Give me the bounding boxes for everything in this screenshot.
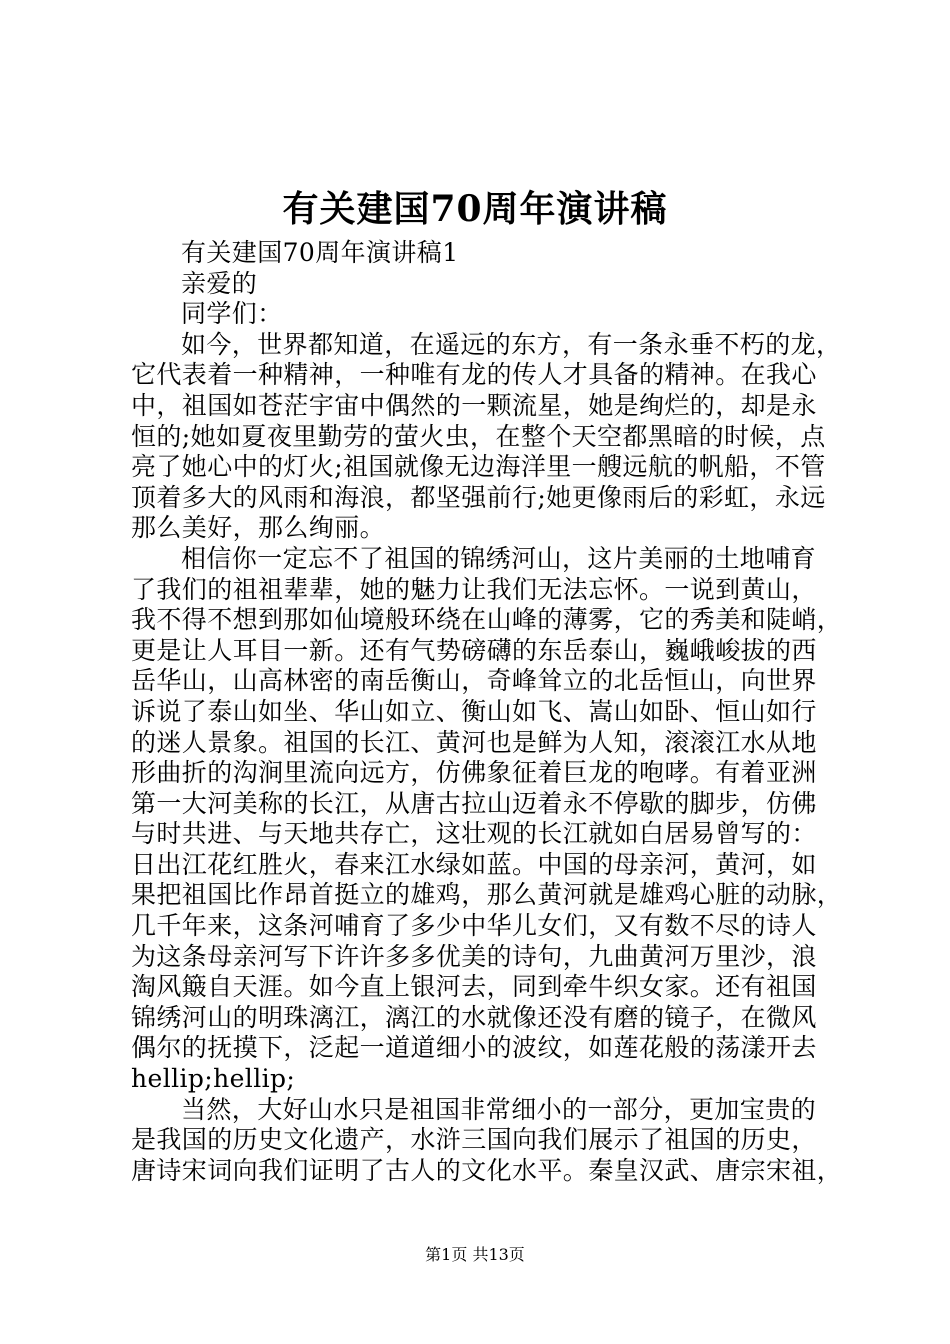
section-heading: 有关建国70周年演讲稿1 <box>181 238 459 267</box>
paragraph-line: 如今，世界都知道，在遥远的东方，有一条永垂不朽的龙， <box>181 329 842 359</box>
paragraph-line: 第一大河美称的长江，从唐古拉山迈着永不停歇的脚步，仿佛 <box>131 788 817 818</box>
paragraph-line: 岳华山，山高林密的南岳衡山，奇峰耸立的北岳恒山，向世界 <box>131 666 817 696</box>
paragraph-line: 亮了她心中的灯火;祖国就像无边海洋里一艘远航的帆船，不管 <box>131 452 826 482</box>
paragraph-line: 当然，大好山水只是祖国非常细小的一部分，更加宝贵的 <box>181 1094 817 1124</box>
paragraph-line: 的迷人景象。祖国的长江、黄河也是鲜为人知，滚滚江水从地 <box>131 727 817 757</box>
paragraph-line: 几千年来，这条河哺育了多少中华儿女们，又有数不尽的诗人 <box>131 911 817 941</box>
paragraph-line: 更是让人耳目一新。还有气势磅礴的东岳泰山，巍峨峻拔的西 <box>131 635 817 665</box>
paragraph-line: 锦绣河山的明珠漓江，漓江的水就像还没有磨的镜子，在微风 <box>131 1002 817 1032</box>
greeting-line-2: 同学们： <box>181 299 283 329</box>
paragraph <box>131 543 843 1095</box>
paragraph-line: 了我们的祖祖辈辈，她的魅力让我们无法忘怀。一说到黄山， <box>131 574 817 604</box>
paragraph-line: 日出江花红胜火，春来江水绿如蓝。中国的母亲河，黄河，如 <box>131 849 817 879</box>
paragraph-line: 淘风簸自天涯。如今直上银河去，同到牵牛织女家。还有祖国 <box>131 972 817 1002</box>
page-footer: 第1页 共13页 <box>425 1245 525 1264</box>
paragraph-line: hellip;hellip; <box>131 1064 296 1094</box>
paragraph-line: 中，祖国如苍茫宇宙中偶然的一颗流星，她是绚烂的，却是永 <box>131 390 817 420</box>
paragraph-line: 与时共进、与天地共存亡，这壮观的长江就如白居易曾写的： <box>131 819 817 849</box>
paragraph-line: 诉说了泰山如坐、华山如立、衡山如飞、嵩山如卧、恒山如行 <box>131 696 817 726</box>
document-body <box>131 238 843 1186</box>
paragraph <box>131 329 842 544</box>
paragraph-line: 我不得不想到那如仙境般环绕在山峰的薄雾，它的秀美和陡峭， <box>131 605 843 635</box>
paragraph-line: 是我国的历史文化遗产，水浒三国向我们展示了祖国的历史， <box>131 1125 817 1155</box>
paragraphs <box>131 329 843 1187</box>
paragraph-line: 形曲折的沟涧里流向远方，仿佛象征着巨龙的咆哮。有着亚洲 <box>131 758 817 788</box>
greeting-line-1: 亲爱的 <box>181 268 258 298</box>
paragraph-line: 恒的;她如夏夜里勤劳的萤火虫，在整个天空都黑暗的时候，点 <box>131 421 826 451</box>
paragraph-line: 那么美好，那么绚丽。 <box>131 513 386 543</box>
paragraph-line: 顶着多大的风雨和海浪，都坚强前行;她更像雨后的彩虹，永远 <box>131 482 826 512</box>
paragraph-line: 它代表着一种精神，一种唯有龙的传人才具备的精神。在我心 <box>131 360 817 390</box>
paragraph-line: 偶尔的抚摸下，泛起一道道细小的波纹，如莲花般的荡漾开去 <box>131 1033 817 1063</box>
document-title: 有关建国70周年演讲稿 <box>282 188 668 230</box>
paragraph <box>131 1094 843 1187</box>
paragraph-line: 相信你一定忘不了祖国的锦绣河山，这片美丽的土地哺育 <box>181 543 817 573</box>
paragraph-line: 为这条母亲河写下许许多多优美的诗句，九曲黄河万里沙，浪 <box>131 941 817 971</box>
paragraph-line: 唐诗宋词向我们证明了古人的文化水平。秦皇汉武、唐宗宋祖， <box>131 1155 843 1185</box>
paragraph-line: 果把祖国比作昂首挺立的雄鸡，那么黄河就是雄鸡心脏的动脉， <box>131 880 843 910</box>
